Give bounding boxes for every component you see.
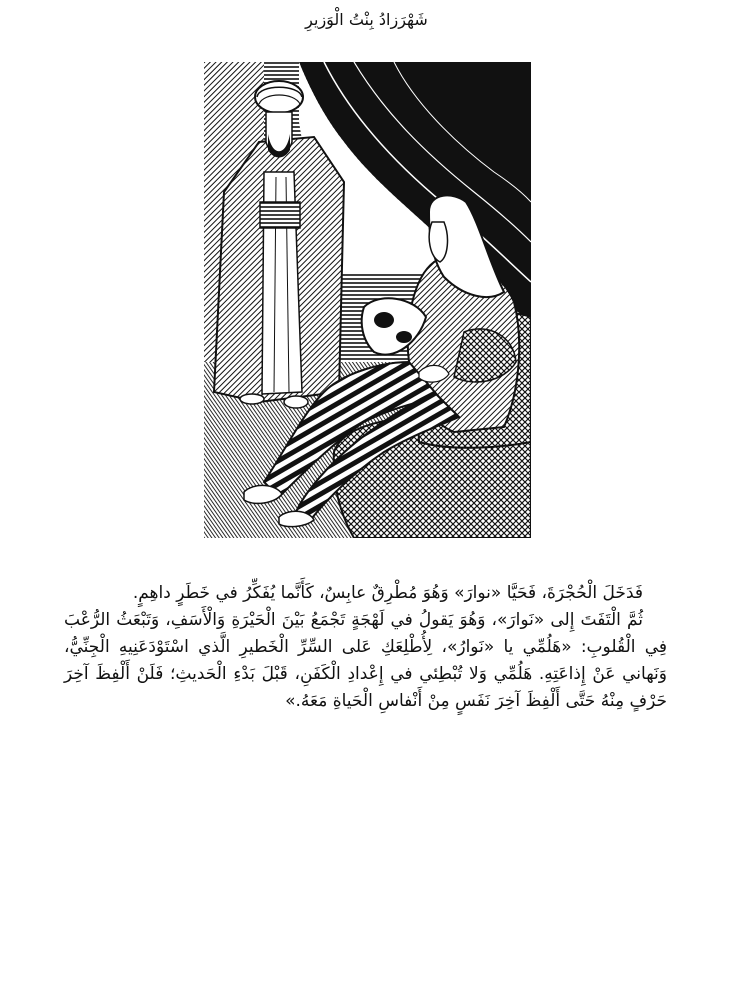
illustration (204, 62, 531, 538)
paragraph-2: ثُمَّ الْتَفَتَ إِلى «نَوارَ»، وَهُوَ يَقولُ في لَهْجَةٍ تَجْمَعُ بَيْنَ الْحَيْرَةِ وَالْأَسَفِ، وَتَبْعَثُ الرُّعْبَ فِي الْقُلوبِ: «هَلُمِّي يا «نَوارُ»، لِأُطْلِعَكِ عَلى السِّرِّ الْخَطيرِ الَّذي اسْتَوْدَعَنِيهِ الْجِنِّيُّ، وَنَهاني عَنْ إِذاعَتِهِ. هَلُمِّي وَلا تُبْطِئي في إِعْدادِ الْكَفَنِ، قَبْلَ بَدْءِ الْحَديثِ؛ فَلَنْ أَلْفِظَ آخِرَ حَرْفٍ مِنْهُ حَتَّى أَلْفِظَ آخِرَ نَفَسٍ مِنْ أَنْفاسِ الْحَياةِ مَعَهُ.» (64, 610, 667, 711)
paragraph-1: فَدَخَلَ الْحُجْرَةَ، فَحَيَّا «نوارَ» وَهُوَ مُطْرِقٌ عابِسٌ، كَأَنَّما يُفَكِّرُ في خَطَرٍ داهِمٍ. (132, 583, 643, 603)
body-text (64, 580, 667, 715)
engraving-vizier-and-seated-woman-icon (204, 62, 531, 538)
running-head: شَهْرَزادُ بِنْتُ الْوَزيرِ (305, 10, 428, 29)
